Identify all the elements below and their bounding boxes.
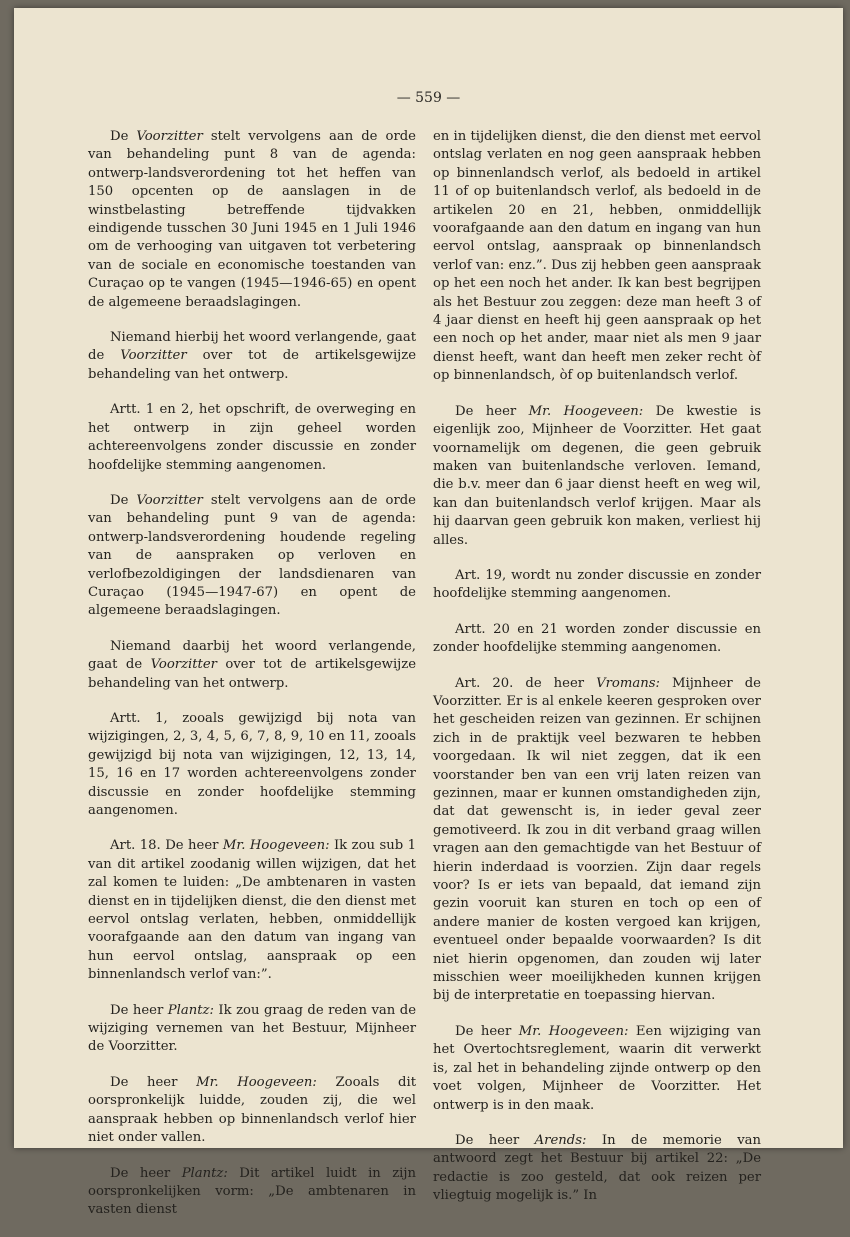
text-run: De heer — [110, 1002, 168, 1018]
text-run: Zooals dit oorspronkelijk luidde, zouden zij, die wel aanspraak hebben op binnenlandsch verlof hier niet onder vallen. — [88, 1074, 416, 1146]
paragraph — [88, 1002, 416, 1057]
text-run: Artt. 20 en 21 worden zonder discussie en zonder hoofdelijke stemming aangenomen. — [433, 621, 761, 656]
speaker-name: Plantz: — [181, 1165, 228, 1181]
speaker-name: Voorzitter — [120, 348, 187, 364]
text-run: Art. 20. de heer — [455, 675, 597, 691]
text-run: en in tijdelijken dienst, die den dienst met eervol ontslag verlaten en nog geen aanspraak hebben op binnenlandsch verlof, als bedoeld in artikel 11 of op buitenlandsch verlof, als bedoeld in de artikelen 20 en 21, hebben, onmiddellijk voorafgaande aan den datum en ingang van hun eervol ontslag, aanspraak op binnenlandsch verlof van: enz.”. Dus zij hebben geen aanspraak op het een noch het ander. Ik kan best begrijpen als het Bestuur zou zeggen: deze man heeft 3 of 4 jaar dienst en heeft hij geen aanspraak op het een noch op het ander, maar niet als men 9 jaar dienst heeft, want dan heeft men zeker recht òf op binnenlandsch, òf op buitenlandsch verlof. — [433, 129, 761, 384]
text-run: De heer — [110, 1074, 197, 1090]
text-run: Een wijziging van het Overtochtsreglement, waarin dit verwerkt is, zal het in behandeling zijnde ontwerp op den voet volgen, Mijnheer de Voorzitter. Het ontwerp is in den maak. — [433, 1023, 761, 1113]
speaker-name: Mr. Hoogeveen: — [528, 403, 644, 419]
speaker-name: Arends: — [534, 1132, 587, 1148]
paragraph — [433, 128, 761, 386]
paragraph — [88, 1074, 416, 1148]
text-run: De heer — [110, 1165, 182, 1181]
left-column — [88, 128, 416, 1237]
paragraph — [433, 1132, 761, 1206]
paragraph — [88, 638, 416, 693]
text-run: Ik zou graag de reden van de wijziging vernemen van het Bestuur, Mijnheer de Voorzitter. — [88, 1002, 417, 1055]
text-run: stelt vervolgens aan de orde van behandeling punt 8 van de agenda: ontwerp-landsverordening tot het heffen van 150 opcenten op de aanslagen in de winstbelasting betreffende tijdvakken eindigende tusschen 30 Juni 1945 en 1 Juli 1946 om de verhooging van uitgaven tot verbetering van de sociale en economische toestanden van Curaçao op te vangen (1945—1946-65) en opent de algemeene beraadslagingen. — [88, 129, 416, 310]
speaker-name: Voorzitter — [150, 657, 217, 673]
paragraph — [88, 710, 416, 820]
paragraph — [433, 403, 761, 550]
speaker-name: Mr. Hoogeveen: — [196, 1074, 317, 1090]
paragraph — [88, 128, 416, 312]
paragraph — [88, 492, 416, 621]
text-run: De — [110, 492, 137, 508]
text-run: De heer — [455, 1132, 535, 1148]
speaker-name: Vromans: — [596, 675, 660, 691]
text-run: Niemand hierbij het woord verlangende, gaat de — [88, 330, 416, 364]
text-run: Ik zou sub 1 van dit artikel zoodanig willen wijzigen, dat het zal komen te luiden: „De ambtenaren in vasten dienst en in tijdelijken dienst, die den dienst met eervol ontslag verlaten, hebben, onmiddellijk voorafgaande aan den datum van ingang van hun eervol ontslag, aanspraak op een binnenlandsch verlof van:”. — [88, 838, 416, 983]
text-run: Art. 19, wordt nu zonder discussie en zonder hoofdelijke stemming aangenomen. — [433, 567, 761, 602]
text-run: stelt vervolgens aan de orde van behandeling punt 9 van de agenda: ontwerp-landsverordening houdende regeling van de aanspraken op verloven en verlofbezoldigingen der landsdienaren van Curaçao (1945—1947-67) en opent de algemeene beraadslagingen. — [88, 492, 416, 619]
text-run: De heer — [455, 403, 529, 419]
paragraph — [433, 1023, 761, 1115]
speaker-name: Mr. Hoogeveen: — [518, 1023, 629, 1039]
text-run: In de memorie van antwoord zegt het Bestuur bij artikel 22: „De redactie is zoo gesteld, dat ook reizen per vliegtuig mogelijk is.” In — [433, 1132, 761, 1204]
text-run: Niemand daarbij het woord verlangende, gaat de — [88, 638, 416, 673]
paragraph — [88, 1165, 416, 1220]
paragraph — [433, 567, 761, 604]
text-run: De — [110, 129, 137, 144]
right-column — [433, 128, 761, 1223]
text-run: De heer — [455, 1023, 519, 1039]
paragraph — [88, 837, 416, 984]
document-page — [14, 8, 843, 1218]
speaker-name: Mr. Hoogeveen: — [222, 838, 330, 854]
paragraph — [433, 621, 761, 658]
speaker-name: Plantz: — [167, 1002, 214, 1018]
text-run: Mijnheer de Voorzitter. Er is al enkele keeren gesproken over het gescheiden reizen van gezinnen. Er schijnen zich in de praktijk veel bezwaren te hebben voorgedaan. Ik wil niet zeggen, dat ik een voorstander ben van een vrij laten reizen van gezinnen, maar er kunnen omstandigheden zijn, dat dat gewenscht is, in ieder geval zeer gemotiveerd. Ik zou in dit verband graag willen vragen aan den gemachtigde van het Bestuur of hierin inderdaad is voorzien. Zijn daar regels voor? Is er iets van bepaald, dat iemand zijn gezin vooruit kan sturen en toch op een of andere manier de kosten vergoed kan krijgen, eventueel onder bepaalde voorwaarden? Is dit niet hierin opgenomen, dan zouden wij later misschien weer moeilijkheden kunnen krijgen bij de interpretatie en toepassing hiervan. — [433, 675, 761, 1004]
text-run: De kwestie is eigenlijk zoo, Mijnheer de Voorzitter. Het gaat voornamelijk om degenen, die geen gebruik maken van buitenlandsche verloven. Iemand, die b.v. meer dan 6 jaar dienst heeft en weg wil, kan dan buitenlandsch verlof krijgen. Maar als hij daarvan geen gebruik kon maken, verliest hij alles. — [433, 403, 761, 548]
page-number: — 559 — — [396, 90, 461, 106]
text-run: Artt. 1, zooals gewijzigd bij nota van wijzigingen, 2, 3, 4, 5, 6, 7, 8, 9, 10 en 11, zooals gewijzigd bij nota van wijzigingen, 12, 13, 14, 15, 16 en 17 worden achtereenvolgens zonder discussie en zonder hoofdelijke stemming aangenomen. — [88, 710, 416, 818]
speaker-name: Voorzitter — [136, 129, 203, 144]
text-run: Art. 18. De heer — [110, 838, 223, 854]
text-run: Dit artikel luidt in zijn oorspronkelijken vorm: „De ambtenaren in vasten dienst — [88, 1165, 416, 1218]
paragraph — [88, 401, 416, 475]
paragraph — [88, 329, 416, 384]
text-run: Artt. 1 en 2, het opschrift, de overweging en het ontwerp in zijn geheel worden achtereenvolgens zonder discussie en zonder hoofdelijke stemming aangenomen. — [88, 402, 416, 473]
paragraph — [433, 675, 761, 1006]
speaker-name: Voorzitter — [136, 492, 203, 508]
text-run: over tot de artikelsgewijze behandeling van het ontwerp. — [88, 657, 416, 691]
text-run: over tot de artikelsgewijze behandeling van het ontwerp. — [88, 348, 416, 382]
